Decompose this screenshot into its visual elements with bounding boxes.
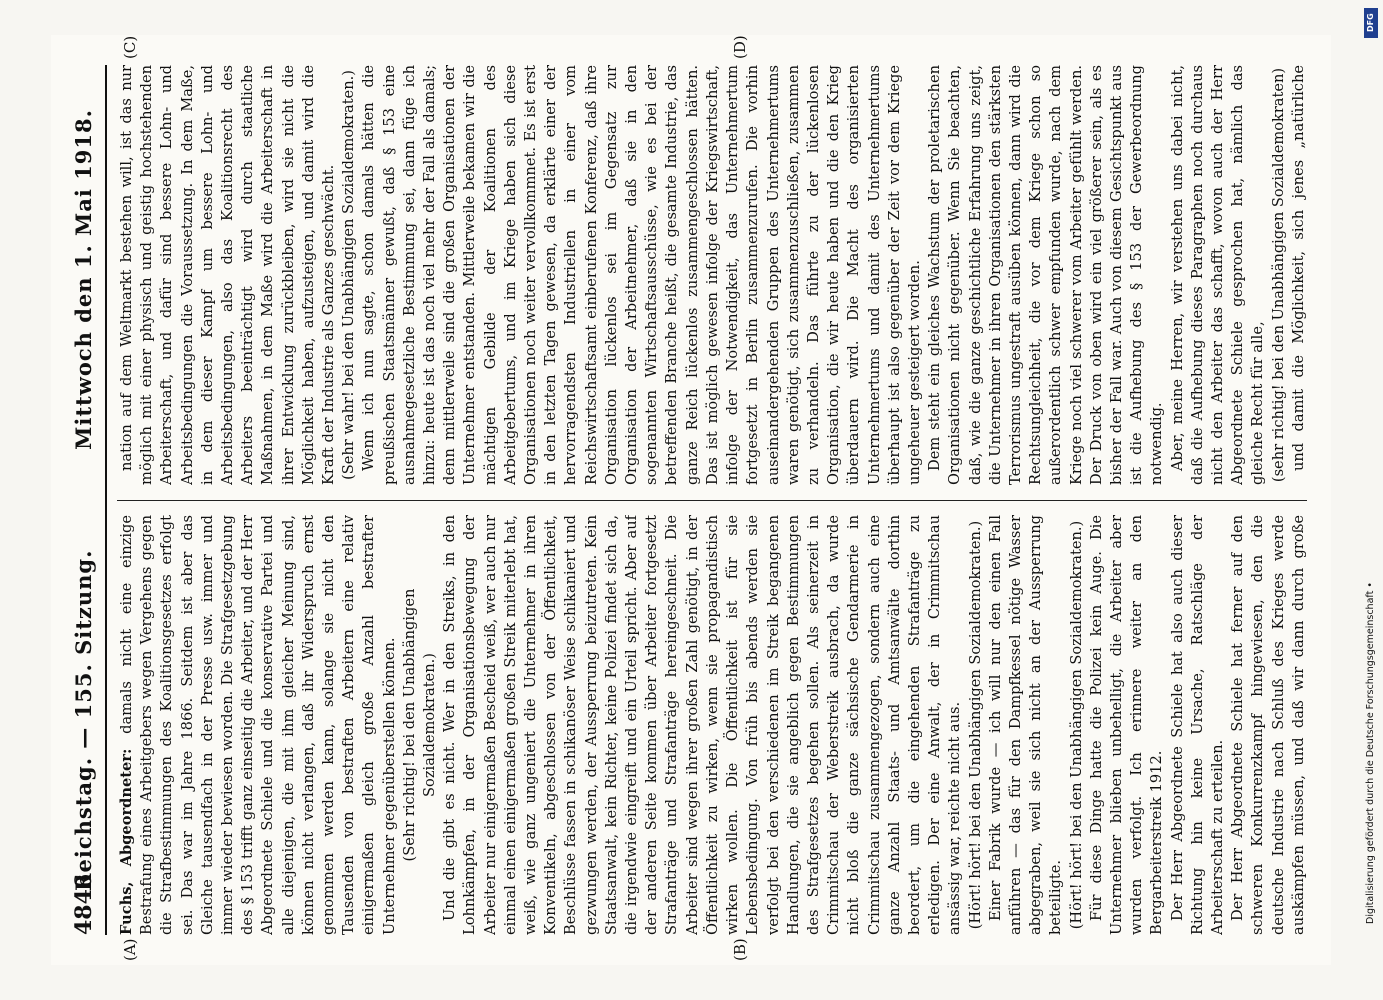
paragraph: Aber, meine Herren, wir verstehen uns dabei nicht, daß die Aufhebung dieses Paragraphen noch durchaus nicht den Arbeiter das schafft, wovon auch der Herr Abgeordnete Schiele gesprochen hat, nämlich das gleiche Recht für alle,: [1168, 65, 1267, 485]
interjection: (Hört! hört! bei den Unabhängigen Sozialdemokraten.): [1067, 520, 1085, 930]
margin-mark-b: (B): [731, 938, 749, 961]
page-header-title: [71, 65, 96, 935]
page-number: 4846: [71, 873, 97, 935]
text-column-right: [117, 65, 1307, 485]
paragraph: Einer Fabrik wurde — ich will nur den einen Fall anführen — das für den Dampfkessel nötige Wasser abgegraben, weil sie sich nicht an der Aussperrung beteiligte.: [986, 515, 1065, 935]
session-date: Mittwoch den 1. Mai 1918.: [71, 109, 96, 450]
interjection: (sehr richtig! bei den Unabhängigen Sozialdemokraten): [1269, 67, 1287, 483]
speaker-name: Fuchs, Abgeordneter:: [118, 748, 135, 935]
interjection: (Hört! hört! bei den Unabhängigen Sozialdemokraten.): [966, 520, 984, 930]
dfg-logo: DFG: [1364, 8, 1378, 38]
paragraph: Der Herr Abgeordnete Schiele hat also auch dieser Richtung hin keine Ursache, Ratschläge der Arbeiterschaft zu erteilen.: [1168, 515, 1226, 935]
column-divider: [117, 500, 1307, 501]
paragraph-text: damals nicht eine einzige Bestrafung eines Arbeitgebers wegen Vergehens gegen die Strafbestimmungen des Koalitionsgesetzes erfolgt sei. Das war im Jahre 1866. Seitdem ist aber das Gleiche tausendfach in der Presse usw. immer und immer wieder bewiesen worden. Die Strafgesetzgebung des § 153 trifft ganz einseitig die Arbeiter, und der Herr Abgeordnete Schiele und die konservative Partei und alle diejenigen, die mit ihm gleicher Meinung sind, können nicht verlangen, daß ihr Widerspruch ernst genommen werden kann, solange sie nicht den Tausenden von bestraften Arbeitern eine relativ einigermaßen gleich große Anzahl bestrafter Unternehmer gegenüberstellen können.: [118, 515, 398, 935]
newspaper-page: [51, 35, 1331, 965]
margin-mark-a: (A): [121, 938, 139, 961]
interjection: (Sehr wahr! bei den Unabhängigen Sozialdemokraten.): [340, 70, 358, 480]
paragraph: Der Herr Abgeordnete Schiele hat ferner auf den schweren Konkurrenzkampf hingewiesen, den die deutsche Industrie nach Schluß des Krieges werde auskämpfen müssen, und daß wir dann durch große: [1229, 515, 1307, 935]
interjection: (Sehr richtig! bei den Unabhängigen Sozialdemokraten.): [400, 588, 439, 862]
digitization-credit: [1362, 0, 1380, 1000]
margin-mark-d: (D): [731, 35, 749, 59]
paragraph: und damit die Möglichkeit, sich jenes „natürliche: [1289, 65, 1307, 471]
paragraph: [117, 515, 400, 935]
paragraph: Dem steht ein gleiches Wachstum der proletarischen Organisationen nicht gegenüber. Wenn Sie beachten, daß, wie die ganze geschichtliche Erfahrung uns zeigt, die Unternehmer in ihren Organisationen den stärksten Terrorismus ungestraft ausüben können, dann wird die Rechtsungleichheit, die vor dem Kriege schon so außerordentlich schwer empfunden wurde, nach dem Kriege noch viel schwerer vom Arbeiter gefühlt werden. Der Druck von oben wird ein viel größerer sein, als es bisher der Fall war. Auch von diesem Gesichtspunkt aus ist die Aufhebung des § 153 der Gewerbeordnung notwendig.: [926, 65, 1166, 485]
page-header: [65, 65, 107, 935]
credit-text: Digitalisierung gefördert durch die Deutsche Forschungsgemeinschaft •: [1365, 582, 1376, 924]
paragraph: Wenn ich nun sagte, schon damals hätten die preußischen Staatsmänner gewußt, daß § 153 eine ausnahmegesetzliche Bestimmung sei, dann füge ich hinzu: heute ist das noch viel mehr der Fall als damals; denn mittlerweile sind die großen Organisationen der Unternehmer entstanden. Mittlerweile bekamen wir die mächtigen Gebilde der Koalitionen des Arbeitgebertums, und im Kriege haben sich diese Organisationen noch weiter vervollkommnet. Es ist erst in den letzten Tagen gewesen, da erklärte einer der hervorragendsten Industriellen in einer vom Reichswirtschaftsamt einberufenen Konferenz, daß ihre Organisation lückenlos sei im Gegensatz zur Organisation der Arbeitnehmer, daß sie in den sogenannten Wirtschaftsausschüsse, wie es bei der betreffenden Branche heißt, die gesamte Industrie, das ganze Reich lückenlos zusammengeschlossen hätten. Das ist möglich gewesen infolge der Kriegswirtschaft, infolge der Notwendigkeit, das Unternehmertum fortgesetzt in Berlin zusammenzurufen. Die vorhin auseinandergehenden Gruppen des Unternehmertums waren genötigt, sich zusammenzuschließen, zusammen zu verhandeln. Das führte zu der lückenlosen Organisation, die wir heute haben und die den Krieg überdauern wird. Die Macht des organisierten Unternehmertums und damit des Unternehmertums überhaupt ist also gegenüber der Zeit vor dem Kriege ungeheuer gesteigert worden.: [360, 65, 923, 485]
paragraph: nation auf dem Weltmarkt bestehen will, ist das nur möglich mit einer physisch und geistig hochstehenden Arbeiterschaft, und dafür sind bessere Lohn- und Arbeitsbedingungen die Voraussetzung. In dem Maße, in dem dieser Kampf um bessere Lohn- und Arbeitsbedingungen, also das Koalitionsrecht des Arbeiters beeinträchtigt wird durch staatliche Maßnahmen, in dem Maße wird die Arbeiterschaft in ihrer Entwicklung zurückbleiben, wird sie nicht die Möglichkeit haben, aufzusteigen, und damit wird die Kraft der Industrie als Ganzes geschwächt.: [118, 65, 338, 485]
margin-mark-c: (C): [121, 35, 139, 59]
text-column-left: [117, 515, 1307, 935]
paragraph: Für diese Dinge hatte die Polizei kein Auge. Die Unternehmer blieben unbehelligt, die Arbeiter aber wurden verfolgt. Ich erinnere weiter an den Bergarbeiterstreik 1912.: [1087, 515, 1166, 935]
paragraph: Und die gibt es nicht. Wer in den Streiks, in den Lohnkämpfen, in der Organisationsbewegung der Arbeiter nur einigermaßen Bescheid weiß, wer auch nur einmal einen einigermaßen großen Streik miterlebt hat, weiß, wie ganz ungeniert die Unternehmer in ihren Konventikeln, abgeschlossen von der Öffentlichkeit, Beschlüsse fassen in schikanöser Weise schikaniert und gezwungen werden, der Aussperrung beizutreten. Kein Staatsanwalt, kein Richter, keine Polizei findet sich da, die irgendwie eingreift und ein Urteil spricht. Aber auf der anderen Seite kommen über Arbeiter fortgesetzt Strafanträge und Strafanträge hereingeschneit. Die Arbeiter sind wegen ihrer großen Zahl genötigt, in der Öffentlichkeit zu wirken, wenn sie propagandistisch wirken wollen. Die Öffentlichkeit ist für sie Lebensbedingung. Von früh bis abends werden sie verfolgt bei den verschiedenen im Streik begangenen Handlungen, die sie angeblich gegen Bestimmungen des Strafgesetzes begehen sollen. Als seinerzeit in Crimmitschau der Weberstreik ausbrach, da wurde nicht bloß die ganze sächsische Gendarmerie in Crimmitschau zusammengezogen, sondern auch eine ganze Anzahl Staats- und Amtsanwälte dorthin beordert, um die eingehenden Strafanträge zu erledigen. Der eine Anwalt, der in Crimmitschau ansässig war, reichte nicht aus.: [441, 515, 964, 935]
session-title: Reichstag. — 155. Sitzung.: [71, 549, 96, 891]
